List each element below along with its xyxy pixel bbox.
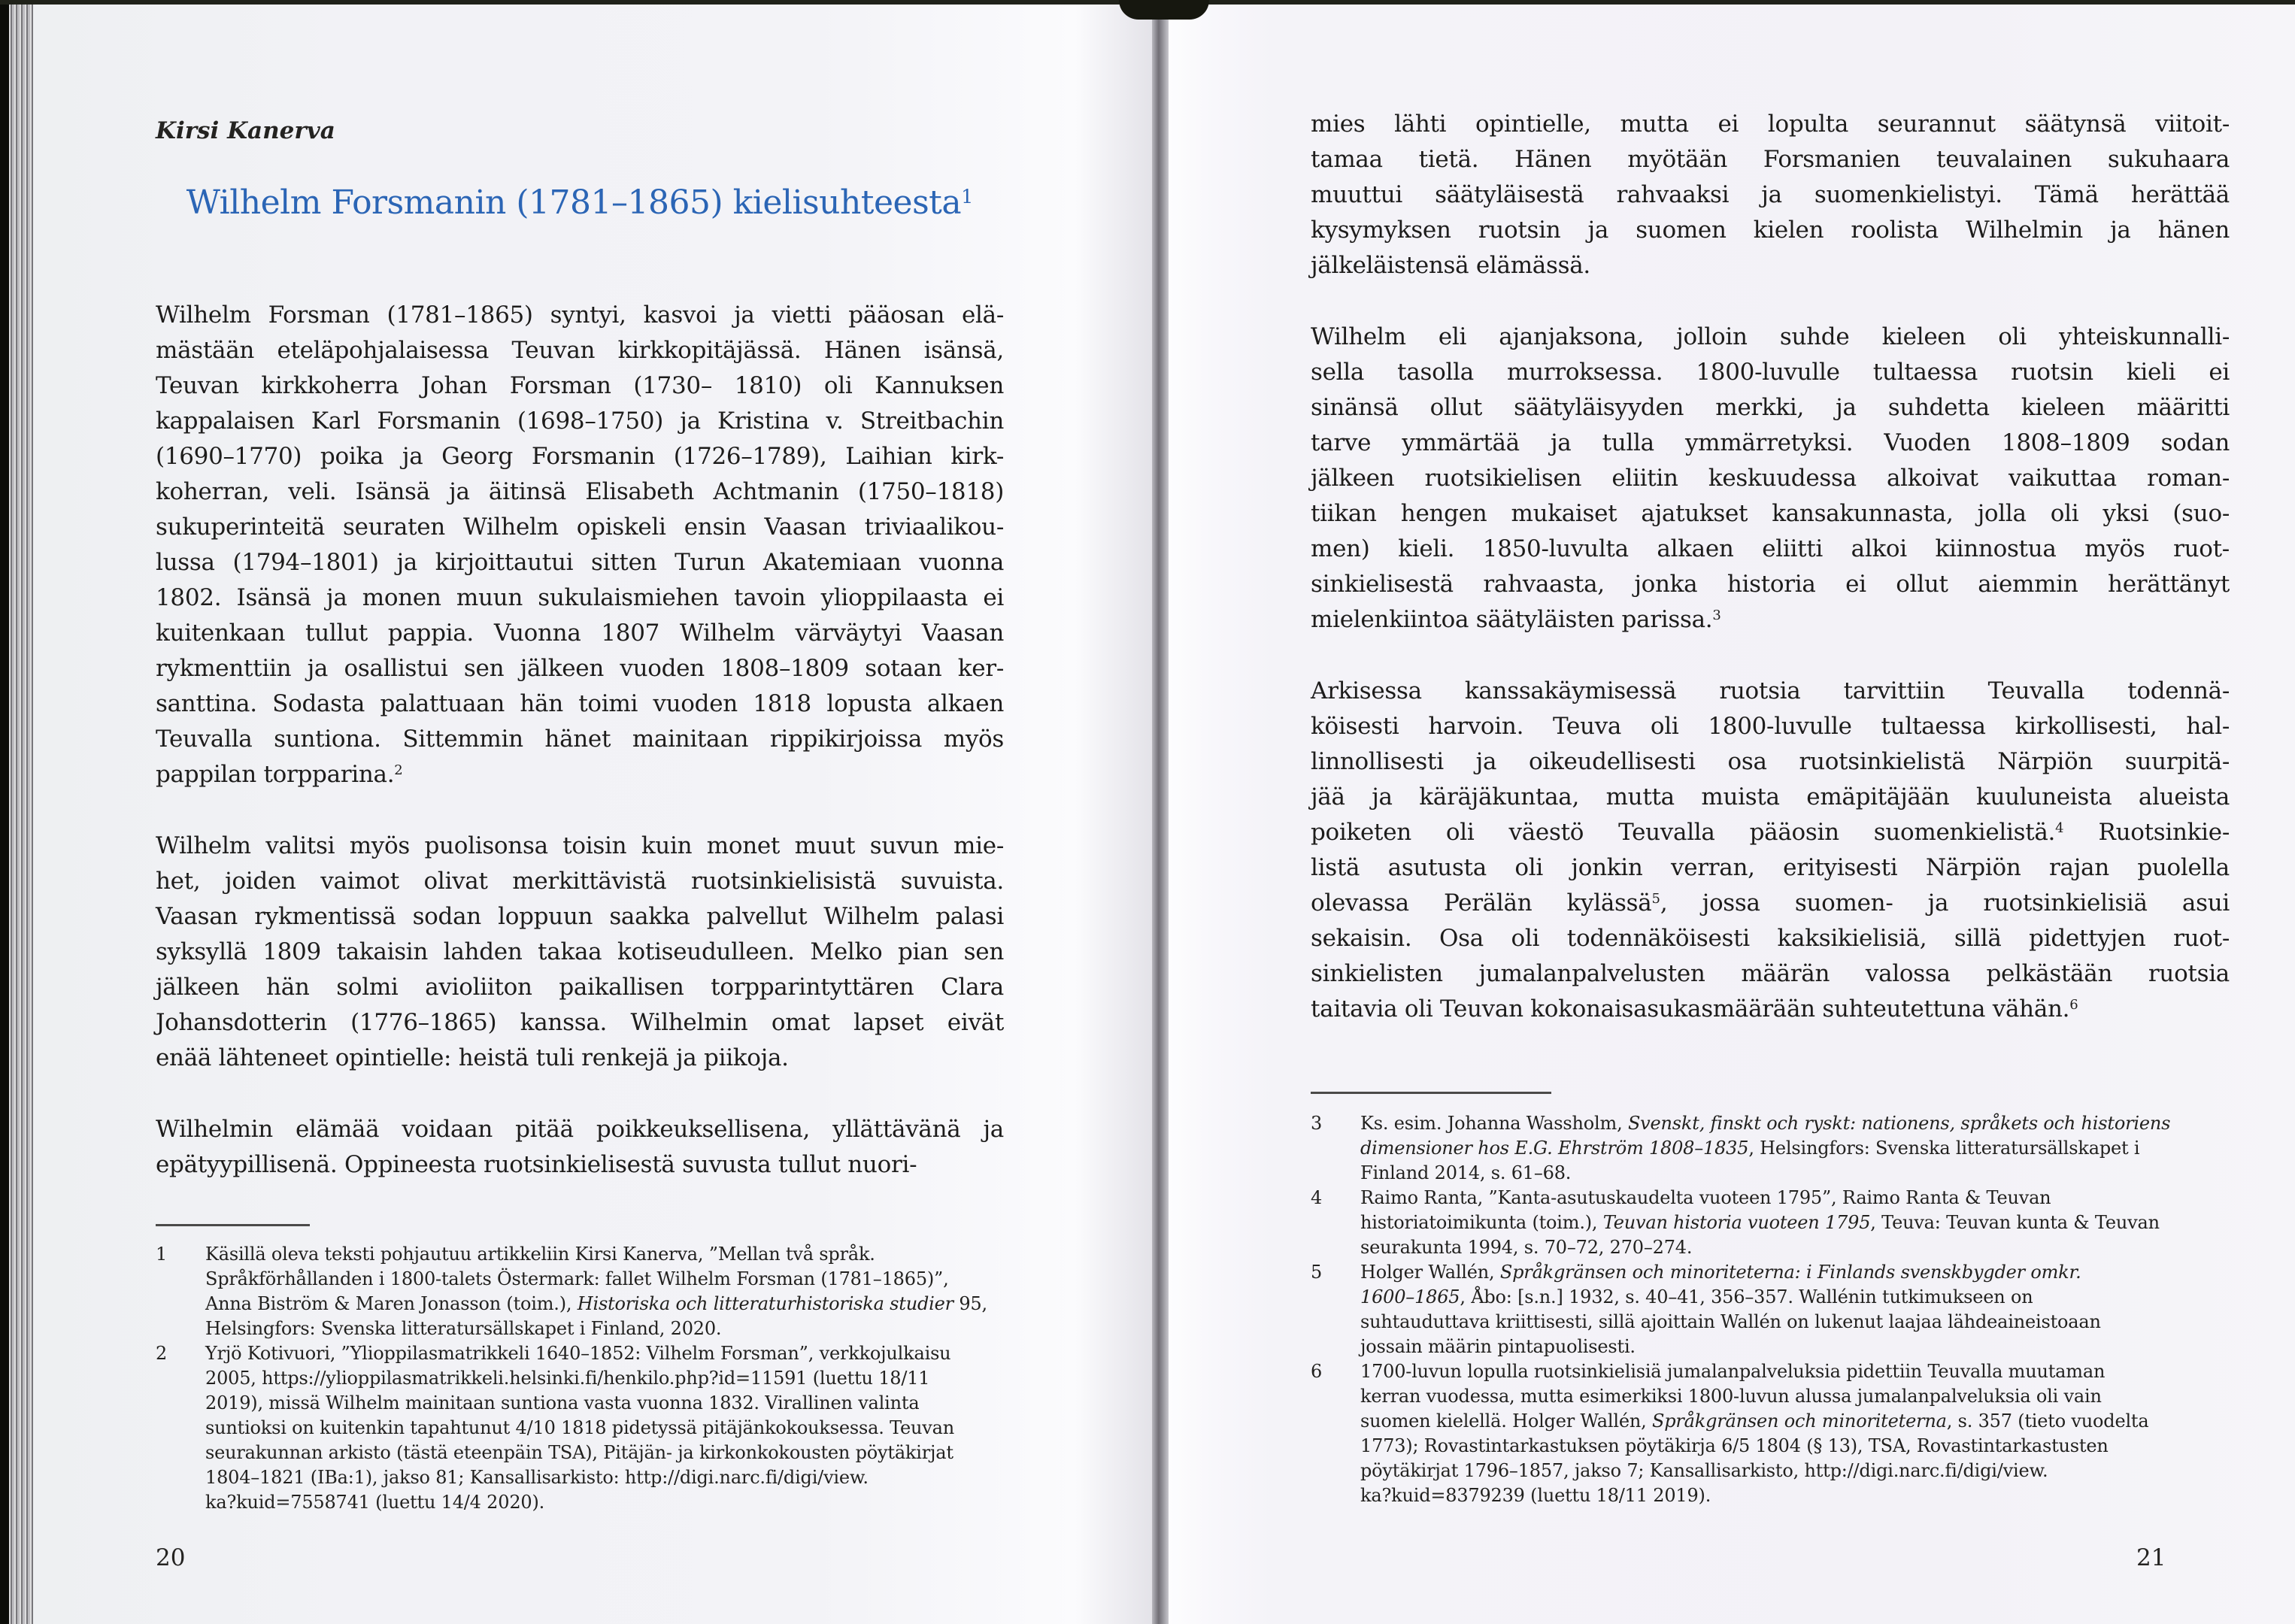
text-line: sinänsä ollut säätyläisyyden merkki, ja suhdetta kieleen määritti	[1311, 394, 2230, 421]
footnote-ref: 3	[1712, 607, 1721, 624]
footnote-number: 4	[1311, 1187, 1323, 1208]
paragraph	[1311, 107, 2230, 283]
footnote-number: 1	[156, 1244, 168, 1265]
text-line: poiketen oli väestö Teuvalla pääosin suomenkielistä.$^4$ Ruotsinkie-	[1311, 819, 2230, 846]
footnote-line: dimensioner hos E.G. Ehrström 1808–1835, Helsingfors: Svenska litteratursällskapet i	[1360, 1138, 2140, 1159]
text-line: jälkeläistensä elämässä.	[1311, 252, 1590, 279]
footnote-line: seurakunta 1994, s. 70–72, 270–274.	[1360, 1237, 1693, 1258]
text-line: sinkielisestä rahvaasta, jonka historia ei ollut aiemmin herättänyt	[1311, 571, 2230, 598]
footnote-line: 2005, https://ylioppilasmatrikkeli.helsinki.fi/henkilo.php?id=11591 (luettu 18/11	[205, 1368, 930, 1389]
text-line: enää lähteneet opintielle: heistä tuli renkejä ja piikoja.	[156, 1044, 789, 1071]
text-line: linnollisesti ja oikeudellisesti osa ruotsinkielistä Närpiön suurpitä-	[1311, 748, 2230, 775]
footnote	[1311, 1359, 2236, 1508]
footnote-line: Språkförhållanden i 1800-talets Östermark: fallet Wilhelm Forsman (1781–1865)”,	[205, 1268, 949, 1289]
text-line: olevassa Perälän kylässä$^5$, jossa suomen- ja ruotsinkielisiä asui	[1311, 889, 2230, 917]
text-line: sella tasolla murroksessa. 1800-luvulle tultaessa ruotsin kieli ei	[1311, 359, 2230, 386]
text-line: pappilan torpparina.$^2$	[156, 761, 403, 788]
footnote-line: kerran vuodessa, mutta esimerkiksi 1800-luvun alussa jumalanpalveluksia oli vain	[1360, 1386, 2102, 1407]
footnote-line: suomen kielellä. Holger Wallén, Språkgränsen och minoriteterna, s. 357 (tieto vuodelta	[1360, 1410, 2149, 1432]
gutter-top-shadow	[1119, 0, 1209, 20]
footnote-ref: 5	[1651, 891, 1660, 907]
text-line: Wilhelmin elämää voidaan pitää poikkeuksellisena, yllättävänä ja	[156, 1116, 1004, 1143]
text-line: santtina. Sodasta palattuaan hän toimi vuoden 1818 lopusta alkaen	[156, 690, 1004, 717]
footnote-line: 1600–1865, Åbo: [s.n.] 1932, s. 40–41, 356–357. Wallénin tutkimukseen on	[1360, 1286, 2033, 1307]
text-line: het, joiden vaimot olivat merkittävistä ruotsinkielisistä suvuista.	[156, 868, 1004, 895]
footnote-line: 2019), missä Wilhelm mainitaan suntiona vasta vuonna 1832. Virallinen valinta	[205, 1392, 920, 1413]
text-line: köisesti harvoin. Teuva oli 1800-luvulle tultaessa kirkollisesti, hal-	[1311, 713, 2230, 740]
article-title-text: Wilhelm Forsmanin (1781–1865) kielisuhteesta	[186, 183, 962, 222]
footnote-number: 2	[156, 1343, 168, 1364]
text-line: Vaasan rykmentissä sodan loppuun saakka palvellut Wilhelm palasi	[156, 903, 1004, 930]
footnote-line: ka?kuid=8379239 (luettu 18/11 2019).	[1360, 1485, 1711, 1506]
footnote	[1311, 1260, 2236, 1359]
footnote-ref: 6	[2069, 997, 2078, 1013]
footnote-line: 1773); Rovastintarkastuksen pöytäkirja 6/5 1804 (§ 13), TSA, Rovastintarkastusten	[1360, 1435, 2109, 1456]
text-line: (1690–1770) poika ja Georg Forsmanin (1726–1789), Laihian kirk-	[156, 443, 1004, 470]
text-line: mielenkiintoa säätyläisten parissa.$^3$	[1311, 606, 1721, 633]
text-line: Arkisessa kanssakäymisessä ruotsia tarvittiin Teuvalla todennä-	[1311, 677, 2230, 704]
title-footnote-ref: 1	[961, 185, 974, 208]
text-line: sekaisin. Osa oli todennäköisesti kaksikielisiä, sillä pidettyjen ruot-	[1311, 925, 2230, 952]
footnote-line: Raimo Ranta, ”Kanta-asutuskaudelta vuoteen 1795”, Raimo Ranta & Teuvan	[1360, 1187, 2051, 1208]
footnote-number: 6	[1311, 1361, 1323, 1382]
text-line: kappalaisen Karl Forsmanin (1698–1750) ja Kristina v. Streitbachin	[156, 408, 1004, 435]
author-name: Kirsi Kanerva	[156, 117, 335, 144]
text-line: Wilhelm eli ajanjaksona, jolloin suhde kieleen oli yhteiskunnalli-	[1311, 323, 2230, 350]
right-page-body	[1311, 107, 2230, 1027]
footnote-number: 3	[1311, 1113, 1323, 1134]
paragraph	[1311, 674, 2230, 1027]
footnote-line: suhtauduttava kriittisesti, sillä ajoittain Wallén on lukenut laajaa lähdeaineistoaan	[1360, 1311, 2101, 1332]
footnote	[1311, 1186, 2236, 1260]
text-line: Teuvan kirkkoherra Johan Forsman (1730– 1810) oli Kannuksen	[156, 372, 1004, 399]
footnote-line: seurakunnan arkisto (tästä eteenpäin TSA), Pitäjän- ja kirkonkokousten pöytäkirjat	[205, 1442, 953, 1463]
footnote-ref: 4	[2055, 820, 2064, 837]
footnote-line: Helsingfors: Svenska litteratursällskapet i Finland, 2020.	[205, 1318, 722, 1339]
text-line: lussa (1794–1801) ja kirjoittautui sitten Turun Akatemiaan vuonna	[156, 549, 1004, 576]
footnote-line: historiatoimikunta (toim.), Teuvan historia vuoteen 1795, Teuva: Teuvan kunta & Teuvan	[1360, 1212, 2160, 1233]
paragraph	[156, 829, 1004, 1076]
text-line: sinkielisten jumalanpalvelusten määrän valossa pelkästään ruotsia	[1311, 960, 2230, 987]
footnote-separator-left	[156, 1224, 310, 1226]
text-line: jälkeen hän solmi avioliiton paikallisen torpparintyttären Clara	[156, 974, 1004, 1001]
page-edge-stripes	[9, 0, 33, 1624]
text-line: tiikan hengen mukaiset ajatukset kansakunnasta, jolla oli yksi (suo-	[1311, 500, 2230, 527]
footnote-line: Holger Wallén, Språkgränsen och minoriteterna: i Finlands svenskbygder omkr.	[1360, 1262, 2081, 1283]
footnote-number: 5	[1311, 1262, 1323, 1283]
book-cover-edge	[0, 0, 9, 1624]
text-line: Wilhelm Forsman (1781–1865) syntyi, kasvoi ja vietti pääosan elä-	[156, 301, 1004, 329]
footnote-line: Yrjö Kotivuori, ”Ylioppilasmatrikkeli 1640–1852: Vilhelm Forsman”, verkkojulkaisu	[205, 1343, 951, 1364]
left-page-body	[156, 298, 1004, 1183]
text-line: rykmenttiin ja osallistui sen jälkeen vuoden 1808–1809 sotaan ker-	[156, 655, 1004, 682]
text-line: kuitenkaan tullut pappia. Vuonna 1807 Wilhelm värväytyi Vaasan	[156, 620, 1004, 647]
footnote	[156, 1242, 1013, 1341]
text-line: 1802. Isänsä ja monen muun sukulaismiehen tavoin ylioppilaasta ei	[156, 584, 1004, 611]
text-line: jää ja käräjäkuntaa, mutta muista emäpitäjään kuuluneista alueista	[1311, 783, 2230, 810]
footnote-separator-right	[1311, 1092, 1551, 1094]
footnote-line: 1700-luvun lopulla ruotsinkielisiä jumalanpalveluksia pidettiin Teuvalla muutaman	[1360, 1361, 2106, 1382]
footnote	[156, 1341, 1013, 1515]
page-number-right: 21	[2136, 1544, 2166, 1571]
text-line: tarve ymmärtää ja tulla ymmärretyksi. Vuoden 1808–1809 sodan	[1311, 429, 2230, 456]
footnote	[1311, 1111, 2236, 1186]
text-line: mies lähti opintielle, mutta ei lopulta seurannut säätynsä viitoit-	[1311, 111, 2230, 138]
footnote-ref: 2	[394, 762, 403, 779]
footnote-line: Finland 2014, s. 61–68.	[1360, 1162, 1572, 1183]
text-line: Wilhelm valitsi myös puolisonsa toisin kuin monet muut suvun mie-	[156, 832, 1004, 859]
text-line: koherran, veli. Isänsä ja äitinsä Elisabeth Achtmanin (1750–1818)	[156, 478, 1004, 505]
text-line: muuttui säätyläisestä rahvaaksi ja suomenkielistyi. Tämä herättää	[1311, 181, 2230, 208]
page-gutter-seam	[1152, 0, 1169, 1624]
text-line: men) kieli. 1850-luvulta alkaen eliitti alkoi kiinnostua myös ruot-	[1311, 535, 2230, 562]
left-page-footnotes	[156, 1242, 1013, 1515]
text-line: jälkeen ruotsikielisen eliitin keskuudessa alkoivat vaikuttaa roman-	[1311, 465, 2230, 492]
text-line: kysymyksen ruotsin ja suomen kielen roolista Wilhelmin ja hänen	[1311, 217, 2230, 244]
paragraph	[156, 298, 1004, 792]
right-page-footnotes	[1311, 1111, 2236, 1508]
footnote-line: suntioksi on kuitenkin tapahtunut 4/10 1818 pidetyssä pitäjänkokouksessa. Teuvan	[205, 1417, 954, 1438]
footnote-line: 1804–1821 (IBa:1), jakso 81; Kansallisarkisto: http://digi.narc.fi/digi/view.	[205, 1467, 869, 1488]
text-line: sukuperinteitä seuraten Wilhelm opiskeli ensin Vaasan triviaalikou-	[156, 514, 1004, 541]
left-page	[30, 0, 1154, 1624]
text-line: Johansdotterin (1776–1865) kanssa. Wilhelmin omat lapset eivät	[156, 1009, 1004, 1036]
footnote-line: ka?kuid=7558741 (luettu 14/4 2020).	[205, 1492, 545, 1513]
text-line: epätyypillisenä. Oppineesta ruotsinkielisestä suvusta tullut nuori-	[156, 1151, 917, 1178]
footnote-line: pöytäkirjat 1796–1857, jakso 7; Kansallisarkisto, http://digi.narc.fi/digi/view.	[1360, 1460, 2048, 1481]
page-number-left: 20	[156, 1544, 186, 1571]
paragraph	[156, 1112, 1004, 1183]
paragraph	[1311, 320, 2230, 638]
footnote-line: Anna Biström & Maren Jonasson (toim.), Historiska och litteraturhistoriska studier 95,	[205, 1293, 987, 1314]
text-line: mästään eteläpohjalaisessa Teuvan kirkkopitäjässä. Hänen isänsä,	[156, 337, 1004, 364]
footnote-line: Käsillä oleva teksti pohjautuu artikkeliin Kirsi Kanerva, ”Mellan två språk.	[205, 1244, 875, 1265]
footnote-line: Ks. esim. Johanna Wassholm, Svenskt, finskt och ryskt: nationens, språkets och historiens	[1360, 1113, 2171, 1134]
text-line: Teuvalla suntiona. Sittemmin hänet mainitaan rippikirjoissa myös	[156, 726, 1004, 753]
text-line: tamaa tietä. Hänen myötään Forsmanien teuvalainen sukuhaara	[1311, 146, 2230, 173]
text-line: taitavia oli Teuvan kokonaisasukasmäärään suhteutettuna vähän.$^6$	[1311, 995, 2078, 1023]
right-page	[1169, 0, 2295, 1624]
footnote-line: jossain määrin pintapuolisesti.	[1360, 1336, 1636, 1357]
text-line: listä asutusta oli jonkin verran, erityisesti Närpiön rajan puolella	[1311, 854, 2230, 881]
text-line: syksyllä 1809 takaisin lahden takaa kotiseudulleen. Melko pian sen	[156, 938, 1004, 965]
article-title	[156, 183, 1004, 222]
